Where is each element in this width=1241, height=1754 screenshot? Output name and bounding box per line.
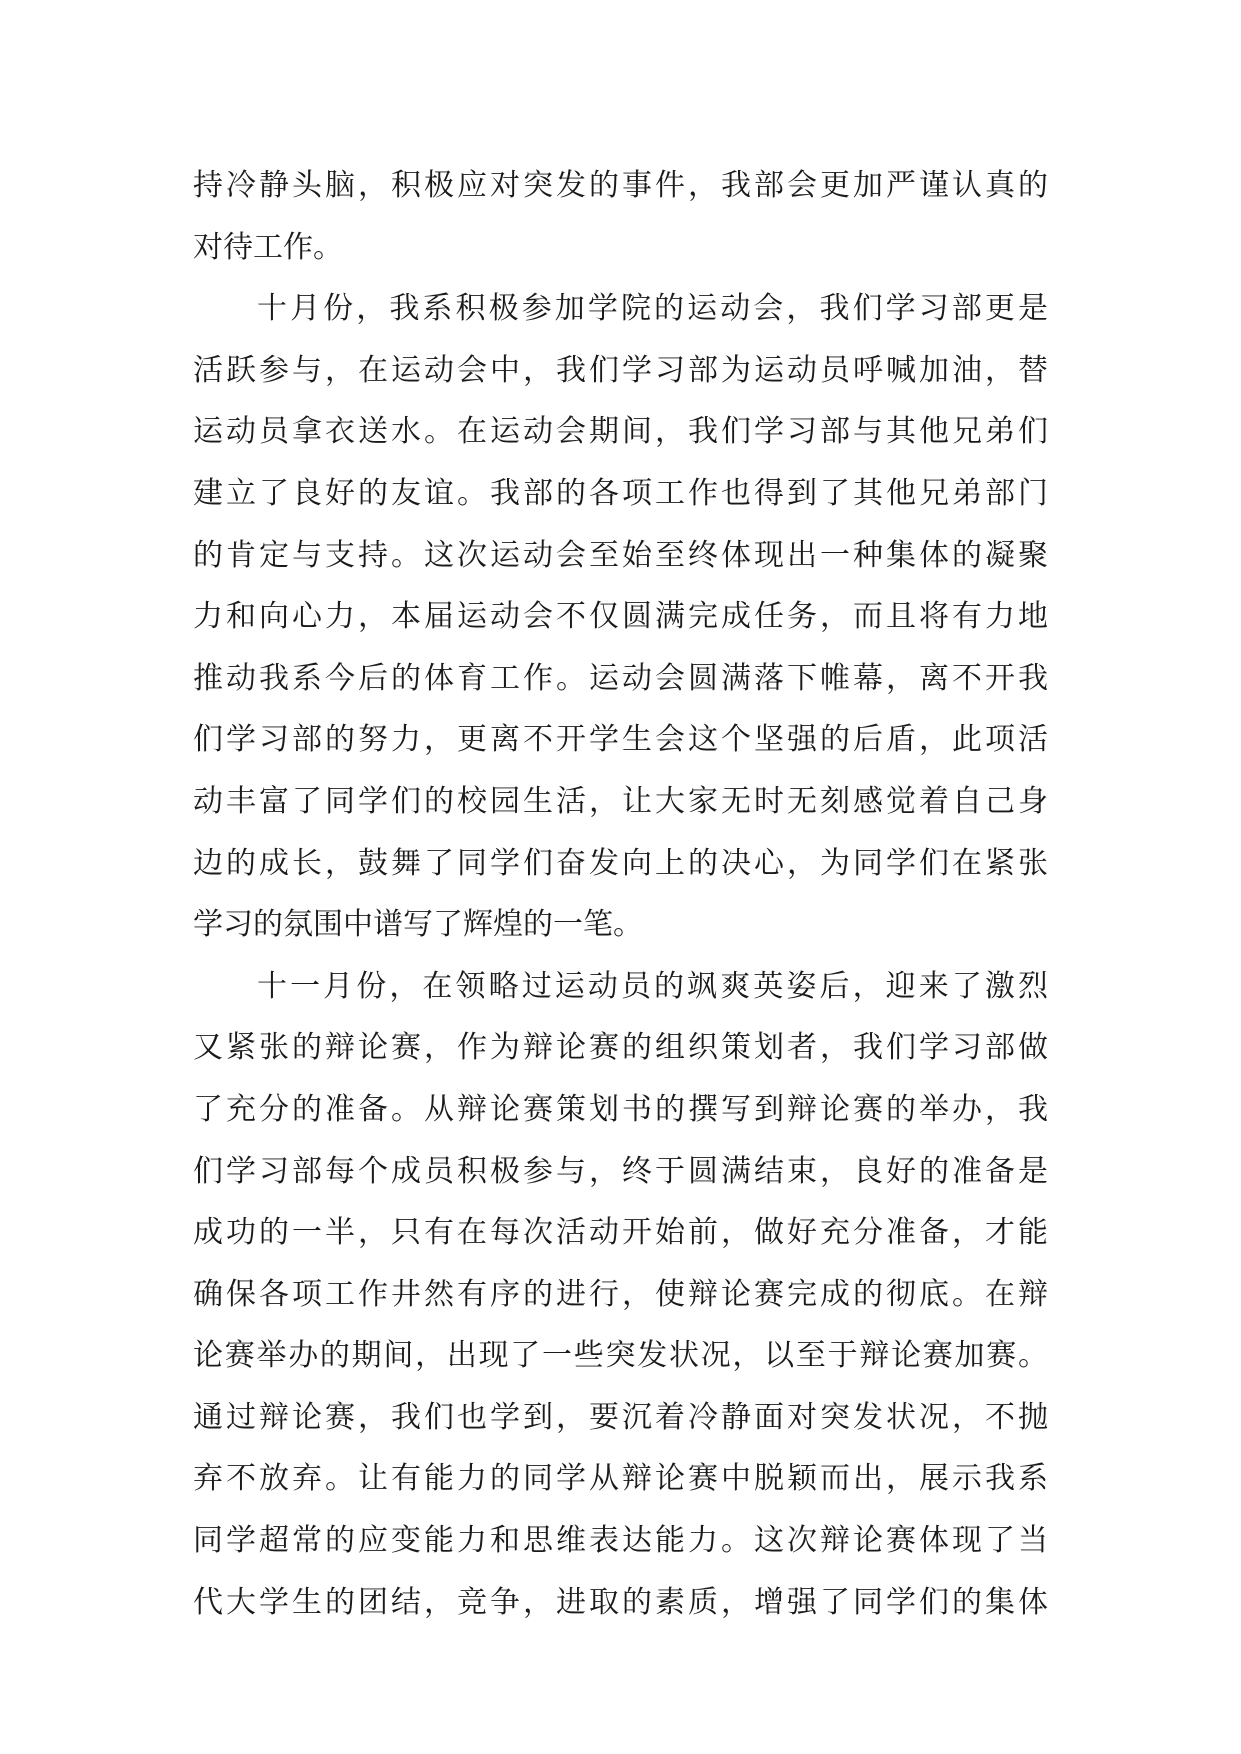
text-line: 建立了良好的友谊。我部的各项工作也得到了其他兄弟部门 [193,475,1048,511]
text-line: 边的成长，鼓舞了同学们奋发向上的决心，为同学们在紧张 [193,845,1048,881]
text-line: 推动我系今后的体育工作。运动会圆满落下帷幕，离不开我 [193,660,1048,696]
text-line: 通过辩论赛，我们也学到，要沉着冷静面对突发状况，不抛 [193,1399,1048,1435]
text-line: 又紧张的辩论赛，作为辩论赛的组织策划者，我们学习部做 [193,1030,1048,1066]
text-line: 们学习部的努力，更离不开学生会这个坚强的后盾，此项活 [193,722,1048,758]
paragraph-first-line: 十月份，我系积极参加学院的运动会，我们学习部更是 [257,291,1048,327]
text-line: 确保各项工作井然有序的进行，使辩论赛完成的彻底。在辩 [193,1276,1048,1312]
text-line: 运动员拿衣送水。在运动会期间，我们学习部与其他兄弟们 [193,414,1048,450]
text-line: 的肯定与支持。这次运动会至始至终体现出一种集体的凝聚 [193,537,1048,573]
paragraph-first-line: 十一月份，在领略过运动员的飒爽英姿后，迎来了激烈 [257,968,1048,1004]
text-line: 了充分的准备。从辩论赛策划书的撰写到辩论赛的举办，我 [193,1091,1048,1127]
text-line: 动丰富了同学们的校园生活，让大家无时无刻感觉着自己身 [193,783,1048,819]
text-line: 同学超常的应变能力和思维表达能力。这次辩论赛体现了当 [193,1523,1048,1559]
text-line: 们学习部每个成员积极参与，终于圆满结束，良好的准备是 [193,1153,1048,1189]
text-line: 持冷静头脑，积极应对突发的事件，我部会更加严谨认真的 [193,168,1048,203]
text-line: 代大学生的团结，竞争，进取的素质，增强了同学们的集体 [193,1584,1048,1620]
text-line: 论赛举办的期间，出现了一些突发状况，以至于辩论赛加赛。 [193,1338,1048,1374]
text-line: 成功的一半，只有在每次活动开始前，做好充分准备，才能 [193,1215,1048,1251]
text-line: 力和向心力，本届运动会不仅圆满完成任务，而且将有力地 [193,599,1048,635]
text-line: 弃不放弃。让有能力的同学从辩论赛中脱颖而出，展示我系 [193,1461,1048,1497]
text-line: 学习的氛围中谱写了辉煌的一笔。 [193,907,643,943]
text-line: 活跃参与，在运动会中，我们学习部为运动员呼喊加油，替 [193,352,1048,388]
text-line: 对待工作。 [193,229,343,265]
body-text [193,155,1048,1633]
